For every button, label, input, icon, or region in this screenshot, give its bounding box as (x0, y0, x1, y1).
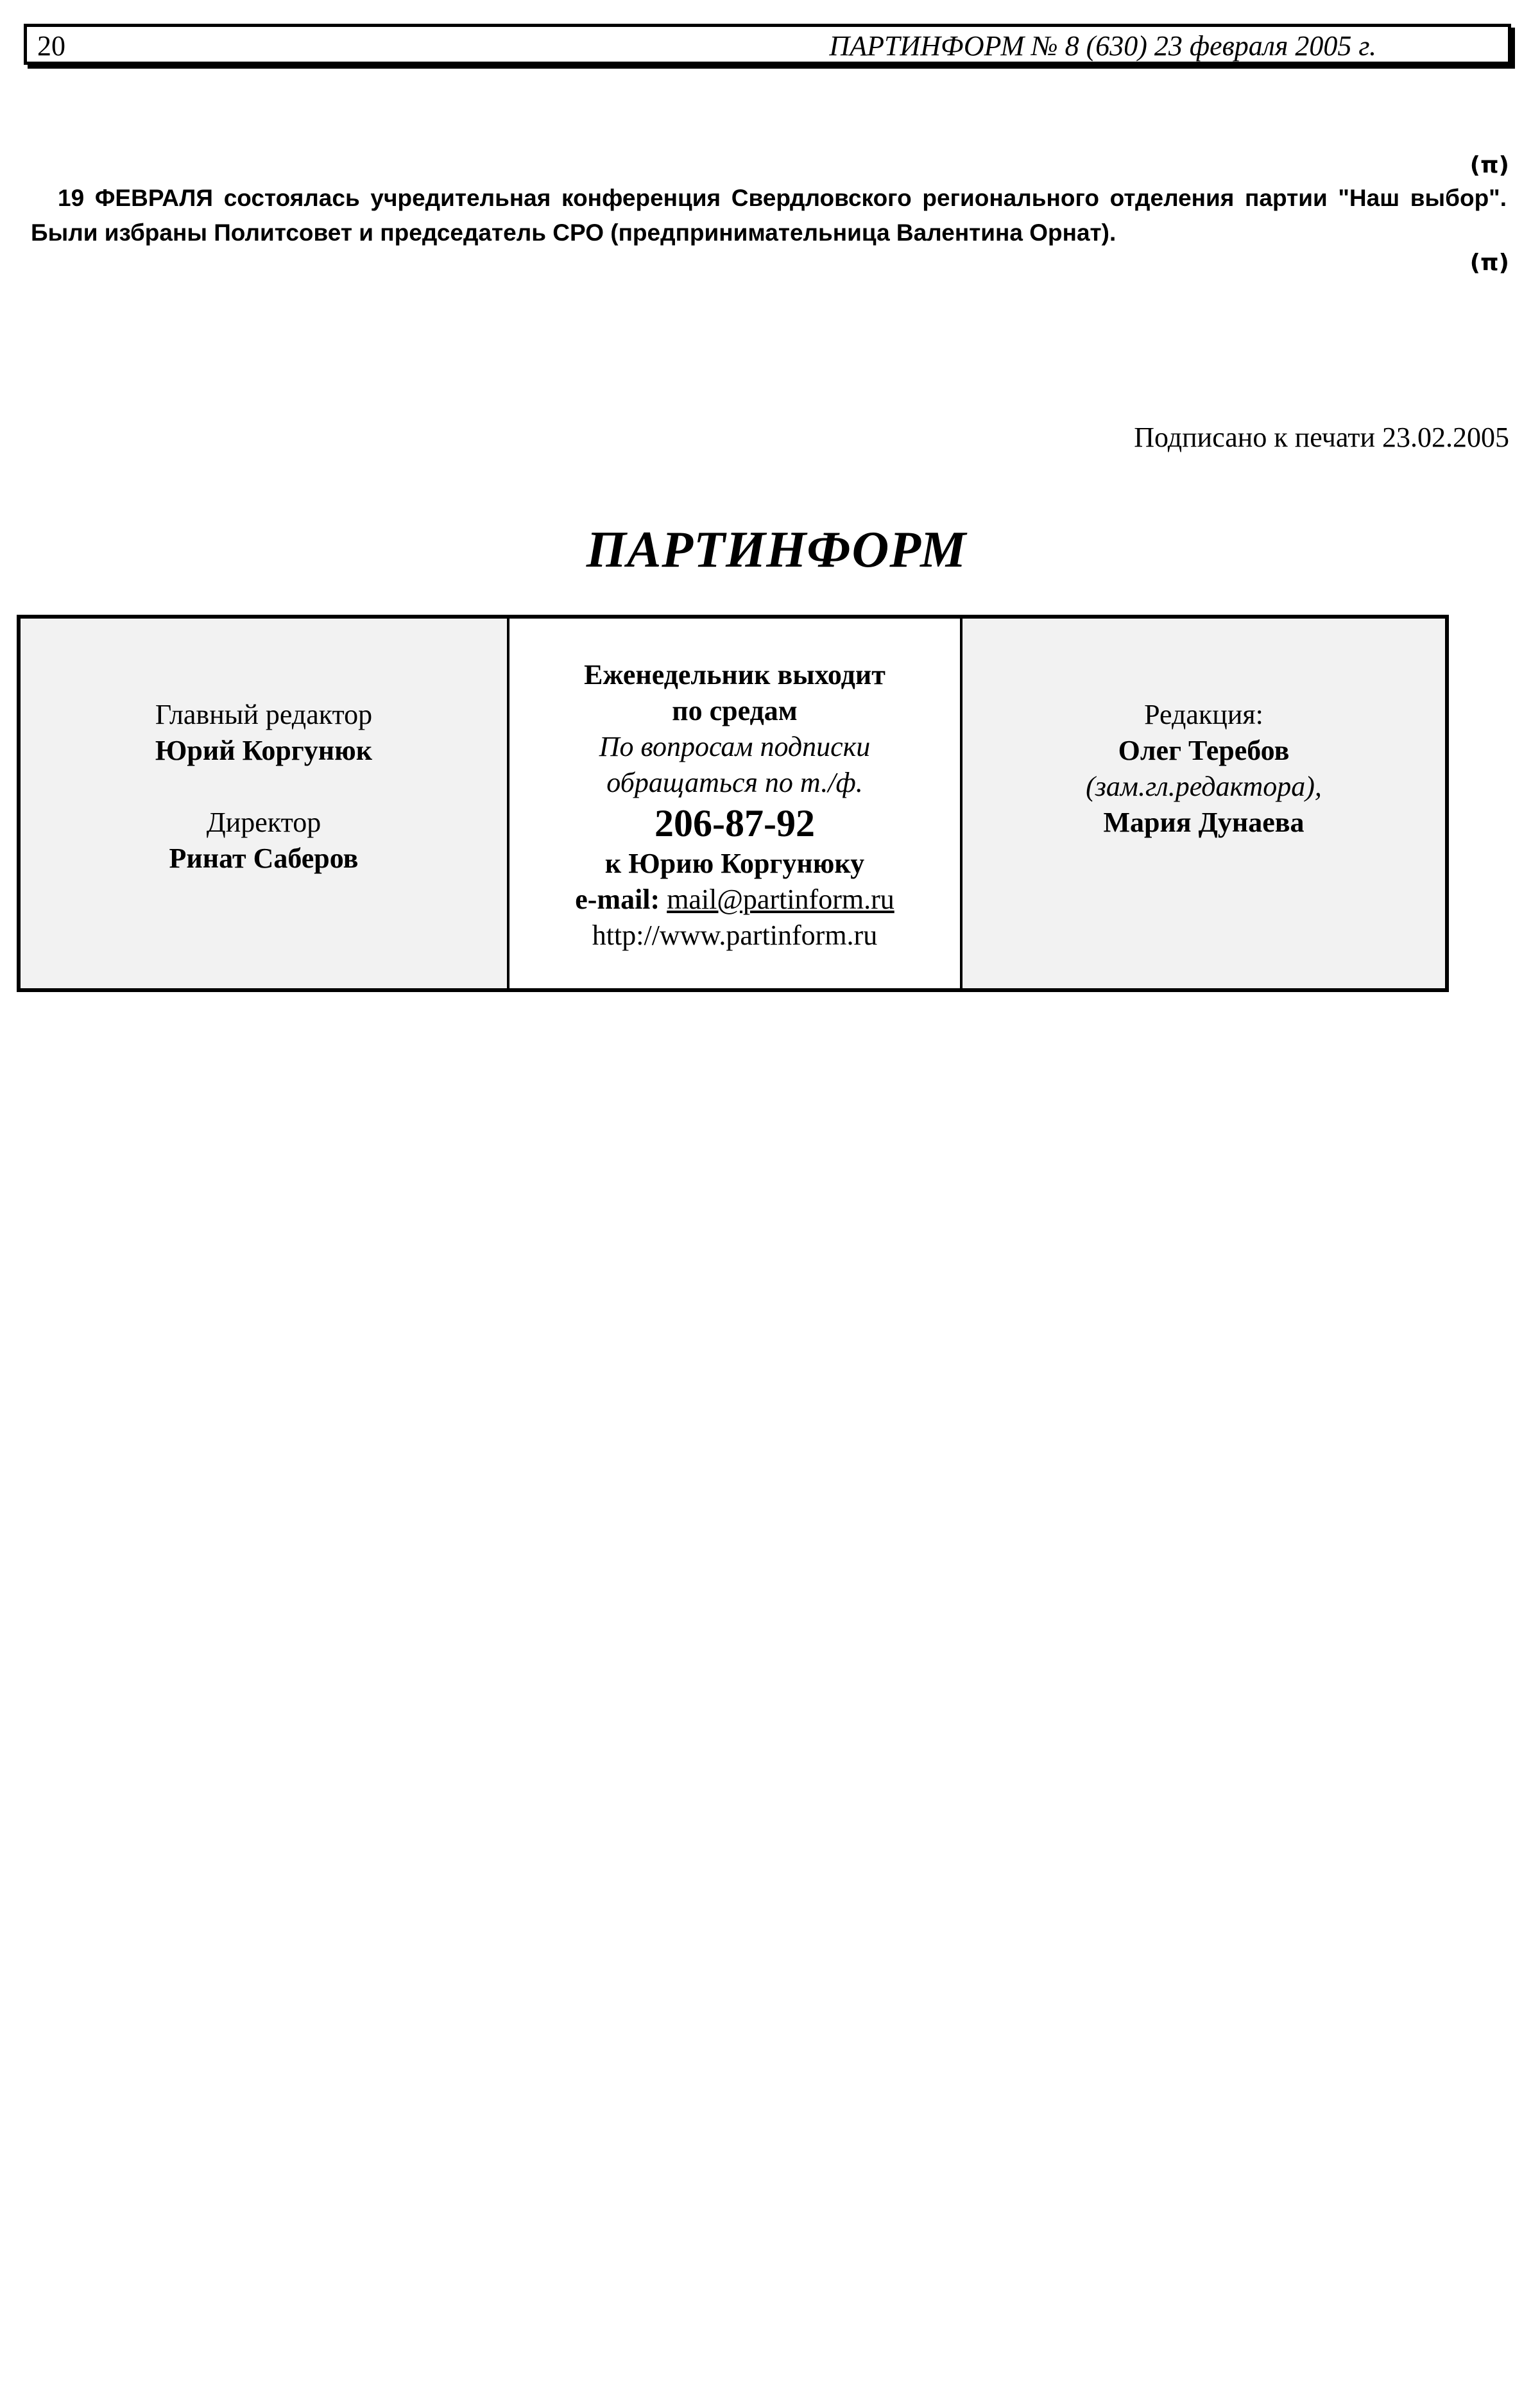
email-row (509, 882, 960, 918)
editorial-role: Редакция: (1144, 699, 1263, 730)
signed-to-print: Подписано к печати 23.02.2005 (1134, 422, 1509, 453)
news-body: состоялась учредительная конференция Свердловского регионального отделения партии "Наш выбор". Были избраны Политсовет и председатель СРО (предпринимательница Валентина Орнат). (31, 185, 1507, 246)
imprint-cell-contacts (509, 619, 963, 988)
imprint-cell-staff (21, 619, 509, 988)
news-date: 19 ФЕВРАЛЯ (58, 185, 213, 211)
editor-role: Главный редактор (155, 699, 373, 730)
masthead-title: ПАРТИНФОРМ (586, 522, 967, 578)
director-role: Директор (206, 807, 321, 838)
contact-person: к Юрию Коргунюку (604, 848, 865, 879)
editorial-name-1-note: (зам.гл.редактора), (1086, 771, 1322, 802)
editorial-name-2: Мария Дунаева (1103, 807, 1305, 838)
editorial-name-1: Олег Теребов (1118, 735, 1290, 766)
email-link[interactable]: mail@partinform.ru (667, 884, 894, 915)
source-mark-top: (π) (1469, 152, 1509, 178)
page-number: 20 (37, 30, 65, 62)
email-label: e-mail: (575, 884, 660, 915)
source-mark-bottom: (π) (1469, 250, 1509, 276)
website-link[interactable]: http://www.partinform.ru (592, 920, 878, 951)
subscription-line-2: обращаться по т./ф. (606, 767, 863, 798)
editor-name: Юрий Коргунюк (155, 735, 373, 766)
page-header (24, 24, 1511, 65)
subscription-line-1: По вопросам подписки (599, 731, 871, 762)
issue-line: ПАРТИНФОРМ № 8 (630) 23 февраля 2005 г. (829, 30, 1376, 62)
schedule-line-2: по средам (672, 695, 798, 726)
director-name: Ринат Саберов (169, 843, 359, 874)
spacer (21, 769, 507, 805)
schedule-line-1: Еженедельник выходит (584, 659, 886, 690)
imprint-cell-editorial (963, 619, 1445, 988)
imprint-table (17, 615, 1449, 992)
phone-number: 206-87-92 (654, 802, 815, 844)
news-item (31, 181, 1507, 250)
